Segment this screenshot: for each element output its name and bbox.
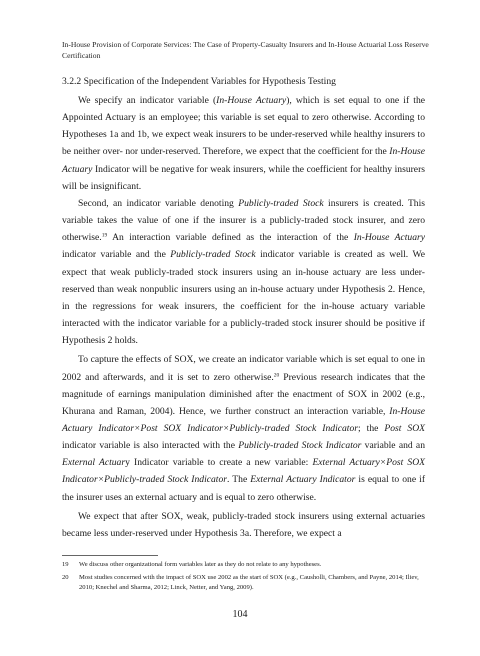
italic-term: Publicly-traded Stock Indicator bbox=[238, 440, 362, 452]
italic-term: Post SOX bbox=[384, 422, 425, 434]
italic-term: Publicly-traded Stock bbox=[238, 197, 324, 209]
italic-term: Publicly-traded Stock bbox=[170, 249, 256, 261]
text-span: ; the bbox=[358, 422, 385, 434]
footnote-text: Most studies concerned with the impact of SOX use 2002 as the start of SOX (e.g., Causholli, Chambers, and Payne, 2014; Iliev, 2010; Knechel and Sharma, 2012; Linck, Netter, and Yang, 2009). bbox=[79, 573, 419, 591]
paragraph-3 bbox=[62, 351, 425, 505]
text-span: We specify an indicator variable ( bbox=[78, 95, 217, 106]
footnote-19 bbox=[62, 560, 428, 571]
text-span: y Indicator variable to create a new variable: bbox=[125, 457, 313, 469]
page-number: 104 bbox=[232, 609, 248, 620]
running-header: In-House Provision of Corporate Services: The Case of Property-Casualty Insurers and In-House Actuarial Loss Reserve Certification bbox=[62, 40, 429, 60]
italic-term: External Actuary×Post SOX Indicator×Publicly-traded Stock Indicator bbox=[62, 457, 425, 486]
text-span: indicator variable is created as well. We expect that weak publicly-traded stock insurers using an in-house actuary are less under-reserved than weak nonpublic insurers using an in-house actuary under Hypothesis 2. Hence, in the regressions for weak insurers, the coefficient for the in-house actuary variable interacted with the indicator variable for a publicly-traded stock insurer should be positive if Hypothesis 2 holds. bbox=[62, 249, 425, 347]
italic-term: In-House Actuary bbox=[353, 232, 425, 244]
text-span: variable and an bbox=[361, 440, 425, 452]
italic-term: In-House Actuary bbox=[62, 146, 425, 175]
paragraph-4 bbox=[62, 508, 425, 542]
text-span: Previous research indicates that the magnitude of earnings manipulation diminished after the enactment of SOX in 2002 (e.g., Khurana and Raman, 2004). Hence, we further construct an interaction variable, bbox=[62, 371, 425, 417]
text-span: An interaction variable defined as the interaction of the bbox=[107, 232, 354, 244]
text-span: To capture the effects of SOX, we create an indicator variable which is set equal to one in 2002 and afterwards, and it is set to zero otherwise. bbox=[62, 354, 425, 383]
italic-term: External Actuar bbox=[62, 457, 126, 469]
footnote-marker-20: 20 bbox=[273, 372, 280, 378]
footnote-number: 19 bbox=[62, 561, 69, 568]
paragraph-1 bbox=[62, 92, 425, 195]
footnote-20 bbox=[62, 573, 428, 594]
footnote-marker-19: 19 bbox=[101, 232, 108, 239]
footnotes bbox=[62, 560, 428, 596]
body-text bbox=[62, 92, 425, 542]
italic-term: External Actuary Indicator bbox=[250, 474, 356, 486]
text-span: Indicator will be negative for weak insurers, while the coefficient for healthy insurers will be insignificant. bbox=[62, 163, 425, 192]
section-heading: 3.2.2 Specification of the Independent Variables for Hypothesis Testing bbox=[62, 76, 336, 87]
text-span: . The bbox=[227, 474, 251, 486]
footnote-text: We discuss other organizational form variables later as they do not relate to any hypotheses. bbox=[79, 561, 322, 568]
footnote-divider bbox=[62, 555, 158, 556]
italic-term: In-House Actuary Indicator×Post SOX Indicator×Publicly-traded Stock Indicator bbox=[62, 405, 425, 434]
text-span: ), which is set equal to one if the Appointed Actuary is an employee; this variable is set equal to zero otherwise. According to Hypotheses 1a and 1b, we expect weak insurers to be under-reserved while healthy insurers to be neither over- nor under-reserved. Therefore, we expect that the coefficient for the bbox=[62, 95, 426, 158]
text-span: is equal to one if the insurer uses an external actuary and is equal to zero otherwise. bbox=[62, 474, 426, 503]
text-span: We expect that after SOX, weak, publicly-traded stock insurers using external actuaries became less under-reserved under Hypothesis 3a. Therefore, we expect a bbox=[62, 510, 425, 539]
footnote-number: 20 bbox=[62, 573, 69, 581]
text-span: indicator variable is also interacted with the bbox=[62, 440, 239, 452]
italic-term: In-House Actuary bbox=[216, 95, 287, 106]
text-span: indicator variable and the bbox=[62, 249, 171, 261]
paragraph-2 bbox=[62, 195, 425, 349]
text-span: Second, an indicator variable denoting bbox=[78, 197, 239, 209]
text-span: insurers is created. This variable takes the value of one if the insurer is a publicly-traded stock insurer, and zero otherwise. bbox=[62, 197, 425, 244]
